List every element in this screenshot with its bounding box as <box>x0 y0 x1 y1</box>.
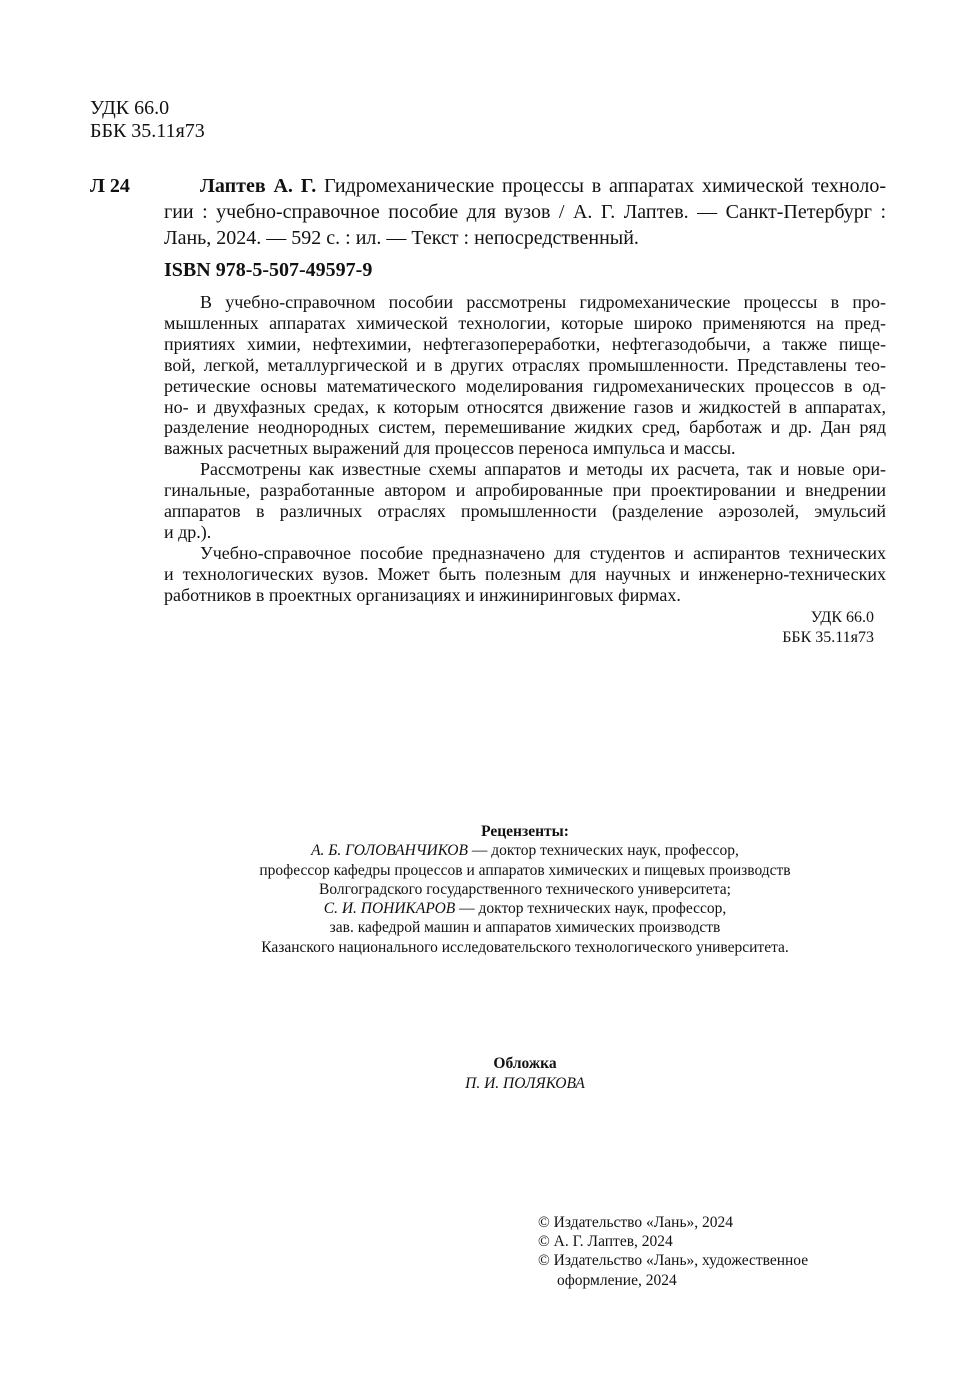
reviewer-2-affiliation: Казанского национального исследовательского технологического университета. <box>261 938 789 956</box>
abstract-line: вой, легкой, металлургической и в других отраслях промышленности. Представлены тео- <box>164 354 886 375</box>
reviewer-2: С. И. ПОНИКАРОВ — доктор технических наук, профессор, <box>323 900 727 918</box>
abstract <box>164 292 886 606</box>
cover-designer: П. И. ПОЛЯКОВА <box>465 1074 585 1092</box>
abstract-line: Учебно-справочное пособие предназначено для студентов и аспирантов технических <box>200 542 886 563</box>
reviewer-2-name: С. И. ПОНИКАРОВ <box>323 900 456 918</box>
catalog-code: Л 24 <box>90 175 130 197</box>
abstract-line: разделение неоднородных систем, перемешивание жидких сред, барботаж и др. Дан ряд <box>164 417 886 438</box>
copyright-line: © Издательство «Лань», художественное <box>538 1252 809 1270</box>
cover-credit <box>380 1054 670 1093</box>
isbn: ISBN 978-5-507-49597-9 <box>164 259 373 281</box>
abstract-line: и технологических вузов. Может быть полезным для научных и инженерно-технических <box>164 563 886 584</box>
reviewer-2-position: зав. кафедрой машин и аппаратов химических производств <box>329 919 721 937</box>
biblio-line: Лаптев А. Г. Гидромеханические процессы в аппаратах химической техноло- <box>200 175 886 197</box>
udk-bbk-header <box>90 97 205 143</box>
abstract-line: важных расчетных выражений для процессов переноса импульса и массы. <box>164 438 736 459</box>
bbk-code: ББК 35.11я73 <box>90 120 205 142</box>
copyright-line: оформление, 2024 <box>557 1271 677 1289</box>
abstract-line: Рассмотрены как известные схемы аппаратов и методы их расчета, так и новые ори- <box>200 459 886 480</box>
abstract-line: аппаратов в различных отраслях промышленности (разделение аэрозолей, эмульсий <box>164 501 886 522</box>
abstract-line: и др.). <box>164 521 212 542</box>
abstract-line: ретические основы математического моделирования гидромеханических процессов в од- <box>164 375 886 396</box>
biblio-line: гии : учебно-справочное пособие для вузов / А. Г. Лаптев. — Санкт-Петербург : <box>164 201 886 223</box>
cover-heading: Обложка <box>493 1055 557 1072</box>
abstract-line: мышленных аппаратах химической технологии, которые широко применяются на пред- <box>164 312 886 333</box>
bibliographic-record <box>164 173 886 251</box>
bbk-code: ББК 35.11я73 <box>782 629 874 646</box>
copyright-block <box>538 1213 808 1290</box>
reviewers-heading: Рецензенты: <box>481 823 569 840</box>
abstract-line: но- и двухфазных средах, к которым относятся движение газов и жидкостей в аппаратах, <box>164 396 886 417</box>
udk-code: УДК 66.0 <box>810 609 874 626</box>
copyright-line: © Издательство «Лань», 2024 <box>538 1214 734 1231</box>
copyright-line: © А. Г. Лаптев, 2024 <box>538 1233 673 1251</box>
reviewers-block <box>150 822 900 957</box>
reviewer-1-position: профессор кафедры процессов и аппаратов химических и пищевых производств <box>259 861 791 879</box>
biblio-line: Лань, 2024. — 592 с. : ил. — Текст : непосредственный. <box>164 227 639 249</box>
abstract-line: приятиях химии, нефтехимии, нефтегазопереработки, нефтегазодобычи, а также пище- <box>164 333 886 354</box>
reviewer-1: А. Б. ГОЛОВАНЧИКОВ — доктор технических наук, профессор, <box>311 842 739 860</box>
reviewer-1-name: А. Б. ГОЛОВАНЧИКОВ <box>311 842 468 860</box>
reviewer-1-affiliation: Волгоградского государственного технического университета; <box>319 880 731 898</box>
abstract-line: В учебно-справочном пособии рассмотрены гидромеханические процессы в про- <box>200 292 886 312</box>
udk-bbk-footer <box>730 608 874 648</box>
abstract-line: гинальные, разработанные автором и апробированные при проектировании и внедрении <box>164 480 886 501</box>
udk-code: УДК 66.0 <box>90 97 170 119</box>
author-name: Лаптев А. Г. <box>200 175 317 197</box>
abstract-line: работников в проектных организациях и инжиниринговых фирмах. <box>164 584 681 605</box>
